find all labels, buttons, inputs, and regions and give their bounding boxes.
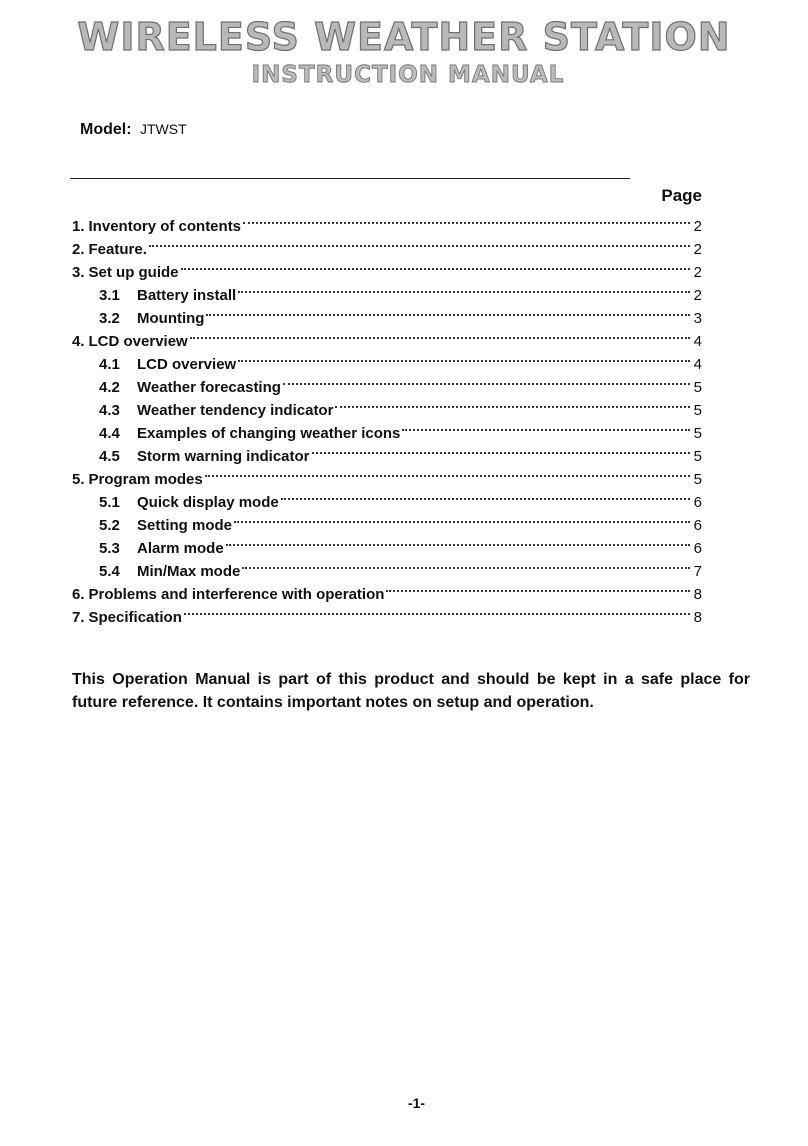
toc-entry-title: Problems and interference with operation xyxy=(88,586,385,603)
safety-note: This Operation Manual is part of this product and should be kept in a safe place for future reference. It contains important notes on setup and operation. xyxy=(72,671,750,711)
toc-entry-number: 2. xyxy=(72,241,85,258)
toc-dot-leader xyxy=(205,461,690,484)
toc-entry-title: Specification xyxy=(88,609,182,626)
toc-entry-title: Weather tendency indicator xyxy=(137,402,334,419)
toc-entry-number: 3. xyxy=(72,264,85,281)
toc-entry-number: 4. xyxy=(72,333,85,350)
toc-entry-page: 2 xyxy=(693,218,702,235)
toc-entry-page: 8 xyxy=(693,609,702,626)
toc-entry-number: 7. xyxy=(72,609,85,626)
toc-entry-page: 6 xyxy=(693,517,702,534)
toc-dot-leader xyxy=(335,392,690,415)
toc-dot-leader xyxy=(281,484,690,507)
toc-dot-leader xyxy=(312,438,690,461)
toc-entry-title: Set up guide xyxy=(88,264,179,281)
toc-entry-page: 6 xyxy=(693,540,702,557)
toc-entry-number: 4.4 xyxy=(99,425,120,442)
toc-entry-page: 5 xyxy=(693,402,702,419)
toc-dot-leader xyxy=(181,254,690,277)
toc-dot-leader xyxy=(283,369,690,392)
toc-entry-title: Alarm mode xyxy=(137,540,224,557)
document-title: WIRELESS WEATHER STATION xyxy=(77,15,731,59)
toc-entry-number: 4.1 xyxy=(99,356,120,373)
toc-entry-number: 5.2 xyxy=(99,517,120,534)
toc-entry-number: 5. xyxy=(72,471,85,488)
toc-entry-number: 4.2 xyxy=(99,379,120,396)
toc-entry-page: 6 xyxy=(693,494,702,511)
toc-entry-title: Setting mode xyxy=(137,517,233,534)
toc-entry xyxy=(72,208,702,235)
page-number: -1- xyxy=(407,1095,426,1111)
divider-rule xyxy=(70,178,630,179)
toc-entry-title: Weather forecasting xyxy=(137,379,281,396)
toc-entry-title: Examples of changing weather icons xyxy=(137,425,401,442)
toc-entry-page: 2 xyxy=(693,287,702,304)
toc-dot-leader xyxy=(402,415,690,438)
toc-entry-number: 3.1 xyxy=(99,287,120,304)
toc-entry-page: 7 xyxy=(693,563,702,580)
toc-entry-page: 5 xyxy=(693,471,702,488)
toc-entry-number: 3.2 xyxy=(99,310,120,327)
toc-entry-title: Feature. xyxy=(88,241,147,258)
model-value: JTWST xyxy=(140,121,187,137)
table-of-contents xyxy=(72,208,702,626)
toc-entry-number: 1. xyxy=(72,218,85,235)
toc-entry-title: Quick display mode xyxy=(137,494,279,511)
toc-entry-title: Inventory of contents xyxy=(88,218,242,235)
toc-entry-page: 8 xyxy=(693,586,702,603)
toc-entry xyxy=(72,254,702,281)
toc-page-heading: Page xyxy=(661,186,702,205)
toc-dot-leader xyxy=(238,277,690,300)
toc-dot-leader xyxy=(149,231,690,254)
toc-entry-title: LCD overview xyxy=(137,356,237,373)
toc-entry xyxy=(72,231,702,258)
toc-entry-title: Program modes xyxy=(88,471,203,488)
toc-entry-page: 5 xyxy=(693,448,702,465)
model-label: Model: xyxy=(80,121,132,138)
toc-entry-page: 2 xyxy=(693,241,702,258)
toc-dot-leader xyxy=(243,208,690,231)
toc-dot-leader xyxy=(184,599,690,622)
toc-entry-number: 5.4 xyxy=(99,563,120,580)
toc-dot-leader xyxy=(234,507,690,530)
model-line xyxy=(80,121,187,139)
toc-entry-page: 2 xyxy=(693,264,702,281)
toc-entry-number: 5.3 xyxy=(99,540,120,557)
toc-entry-page: 4 xyxy=(693,356,702,373)
toc-entry-number: 5.1 xyxy=(99,494,120,511)
toc-dot-leader xyxy=(242,553,690,576)
toc-entry-number: 4.5 xyxy=(99,448,120,465)
toc-dot-leader xyxy=(386,576,690,599)
toc-entry-title: Mounting xyxy=(137,310,205,327)
toc-entry-number: 4.3 xyxy=(99,402,120,419)
toc-dot-leader xyxy=(238,346,690,369)
toc-entry-page: 5 xyxy=(693,379,702,396)
document-subtitle: INSTRUCTION MANUAL xyxy=(251,62,565,88)
toc-entry-title: Battery install xyxy=(137,287,237,304)
toc-entry-page: 4 xyxy=(693,333,702,350)
toc-entry-title: LCD overview xyxy=(88,333,188,350)
toc-entry-page: 5 xyxy=(693,425,702,442)
toc-entry-number: 6. xyxy=(72,586,85,603)
toc-entry-title: Min/Max mode xyxy=(137,563,241,580)
toc-entry-title: Storm warning indicator xyxy=(137,448,310,465)
toc-dot-leader xyxy=(226,530,690,553)
toc-dot-leader xyxy=(190,323,690,346)
toc-entry-page: 3 xyxy=(693,310,702,327)
toc-dot-leader xyxy=(206,300,690,323)
